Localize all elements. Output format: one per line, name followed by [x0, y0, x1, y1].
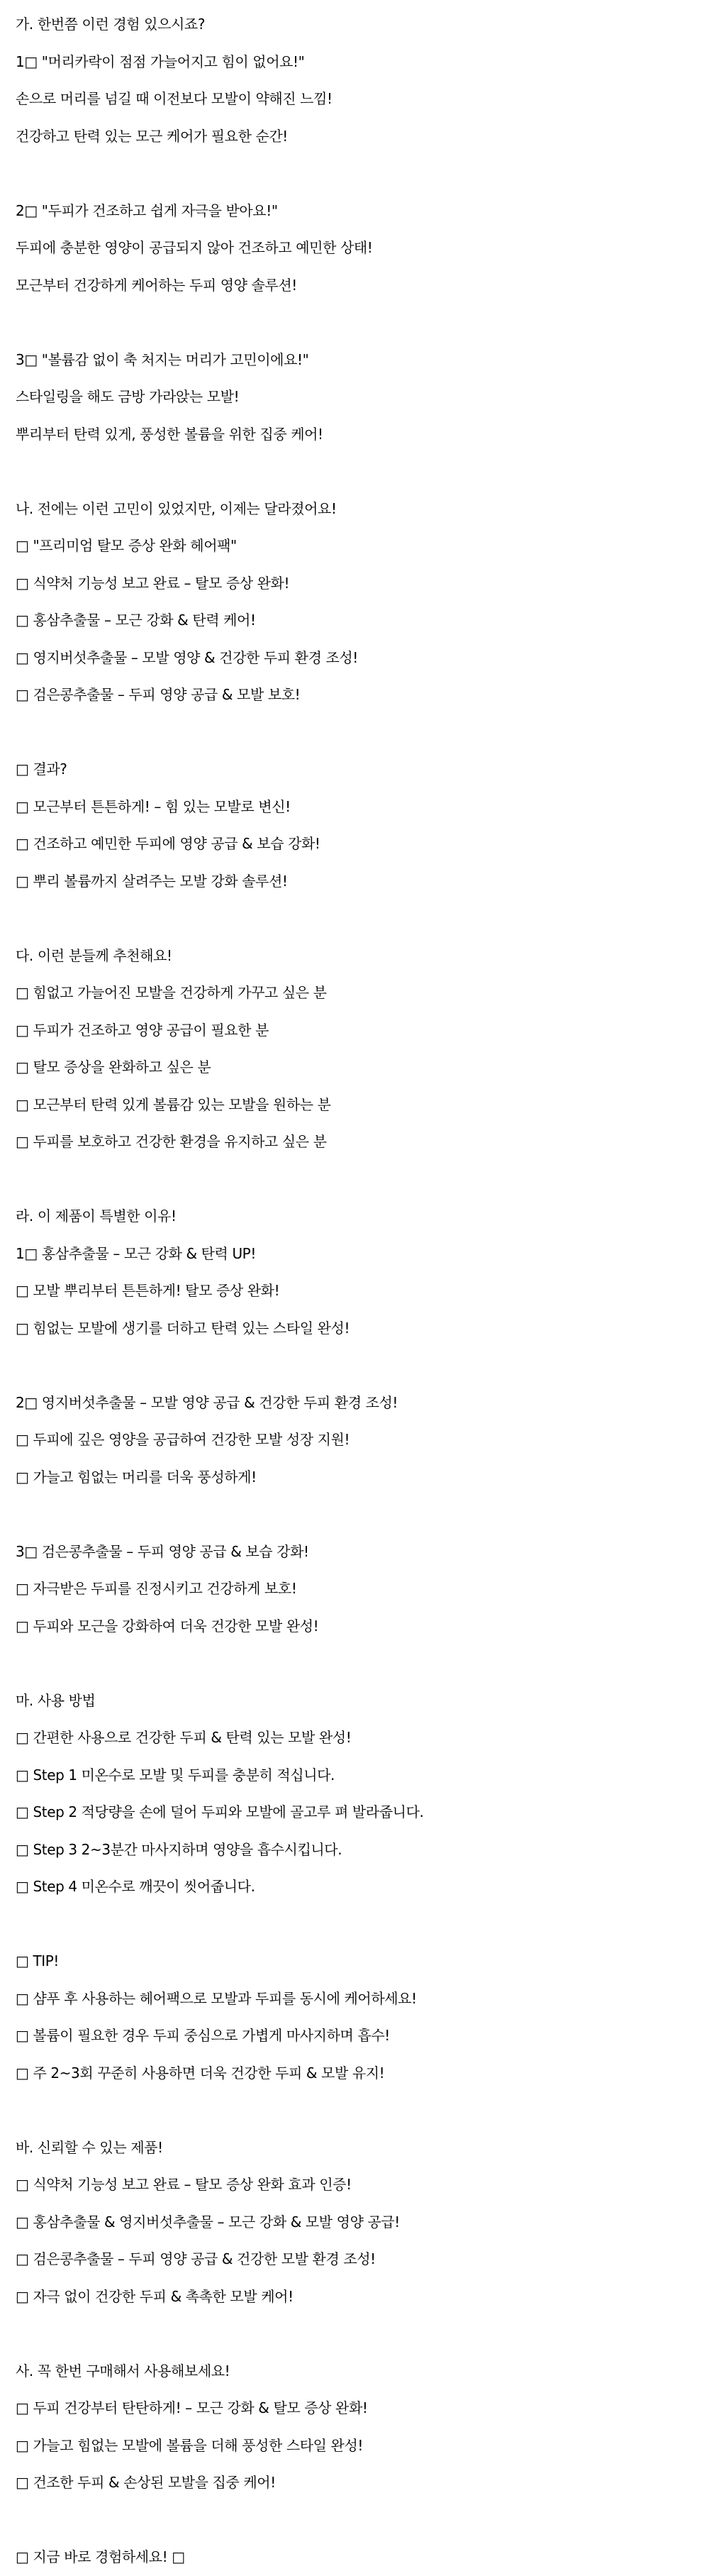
section-spacer	[16, 1496, 696, 1533]
section-heading-line: □ 결과?	[16, 761, 67, 778]
section-heading-line: 바. 신뢰할 수 있는 제품!	[16, 2138, 163, 2156]
section-spacer	[16, 1644, 696, 1682]
section-spacer	[16, 900, 696, 937]
description-text-block	[16, 6, 696, 2576]
text-line: □ 건조한 두피 & 손상된 모발을 집중 케어!	[16, 2474, 276, 2491]
section-heading-line: 나. 전에는 이런 고민이 있었지만, 이제는 달라졌어요!	[16, 499, 337, 517]
text-line: □ 식약처 기능성 보고 완료 – 탈모 증상 완화!	[16, 574, 290, 592]
text-line: 1□ "머리카락이 점점 가늘어지고 힘이 없어요!"	[16, 52, 305, 70]
text-line: □ 두피에 깊은 영양을 공급하여 건강한 모발 성장 지원!	[16, 1431, 350, 1448]
text-line: □ 뿌리 볼륨까지 살려주는 모발 강화 솔루션!	[16, 872, 288, 890]
text-line: □ 모근부터 탄력 있게 볼륨감 있는 모발을 원하는 분	[16, 1095, 331, 1113]
text-line: □ 볼륨이 필요한 경우 두피 중심으로 가볍게 마사지하며 흡수!	[16, 2027, 390, 2044]
text-line: □ 두피가 건조하고 영양 공급이 필요한 분	[16, 1021, 269, 1039]
section-spacer	[16, 304, 696, 341]
section-heading-line: 3□ "볼륨감 없이 축 처지는 머리가 고민이에요!"	[16, 350, 309, 368]
text-line: □ 자극 없이 건강한 두피 & 촉촉한 모발 케어!	[16, 2287, 294, 2305]
text-line: □ 식약처 기능성 보고 완료 – 탈모 증상 완화 효과 인증!	[16, 2176, 352, 2193]
text-line: □ 모발 뿌리부터 튼튼하게! 탈모 증상 완화!	[16, 1282, 280, 1299]
text-line: 모근부터 건강하게 케어하는 두피 영양 솔루션!	[16, 276, 297, 294]
section-heading-line: 사. 꼭 한번 구매해서 사용해보세요!	[16, 2362, 230, 2379]
section-spacer	[16, 1347, 696, 1384]
text-line: □ 두피를 보호하고 건강한 환경을 유지하고 싶은 분	[16, 1133, 327, 1150]
text-line: □ 검은콩추출물 – 두피 영양 공급 & 건강한 모발 환경 조성!	[16, 2250, 376, 2267]
text-line: 손으로 머리를 넘길 때 이전보다 모발이 약해진 느낌!	[16, 90, 333, 107]
text-line: 스타일링을 해도 금방 가라앉는 모발!	[16, 388, 240, 405]
section-spacer	[16, 155, 696, 192]
text-line: 두피에 충분한 영양이 공급되지 않아 건조하고 예민한 상태!	[16, 239, 373, 256]
section-spacer	[16, 2315, 696, 2353]
section-heading-line: 가. 한번쯤 이런 경험 있으시죠?	[16, 16, 206, 33]
text-line: 뿌리부터 탄력 있게, 풍성한 볼륨을 위한 집중 케어!	[16, 425, 323, 443]
section-heading-line: 2□ "두피가 건조하고 쉽게 자극을 받아요!"	[16, 201, 278, 219]
text-line: □ 건조하고 예민한 두피에 영양 공급 & 보습 강화!	[16, 835, 320, 852]
text-line: 1□ 홍삼추출물 – 모근 강화 & 탄력 UP!	[16, 1244, 256, 1262]
text-line: □ 힘없고 가늘어진 모발을 건강하게 가꾸고 싶은 분	[16, 984, 327, 1001]
text-line: □ 탈모 증상을 완화하고 싶은 분	[16, 1058, 211, 1076]
text-line: □ 두피와 모근을 강화하여 더욱 건강한 모발 완성!	[16, 1617, 319, 1635]
section-heading-line: □ 지금 바로 경험하세요! □	[16, 2548, 185, 2565]
section-spacer	[16, 453, 696, 490]
text-line: □ 검은콩추출물 – 두피 영양 공급 & 모발 보호!	[16, 686, 301, 703]
text-line: □ 간편한 사용으로 건강한 두피 & 탄력 있는 모발 완성!	[16, 1729, 352, 1746]
section-heading-line: □ TIP!	[16, 1952, 60, 1969]
section-heading-line: 다. 이런 분들께 추천해요!	[16, 946, 172, 964]
text-line: □ 자극받은 두피를 진정시키고 건강하게 보호!	[16, 1580, 297, 1597]
text-line: □ 모근부터 튼튼하게! – 힘 있는 모발로 변신!	[16, 797, 291, 815]
text-line: 건강하고 탄력 있는 모근 케어가 필요한 순간!	[16, 127, 288, 145]
text-line: □ 샴푸 후 사용하는 헤어팩으로 모발과 두피를 동시에 케어하세요!	[16, 1989, 417, 2007]
text-line: □ Step 3 2~3분간 마사지하며 영양을 흡수시킵니다.	[16, 1840, 342, 1858]
text-line: □ "프리미엄 탈모 증상 완화 헤어팩"	[16, 537, 237, 554]
text-line: □ 가늘고 힘없는 모발에 볼륨을 더해 풍성한 스타일 완성!	[16, 2436, 364, 2454]
text-line: □ 홍삼추출물 – 모근 강화 & 탄력 케어!	[16, 612, 256, 629]
text-line: □ Step 4 미온수로 깨끗이 씻어줍니다.	[16, 1878, 255, 1895]
section-heading-line: 마. 사용 방법	[16, 1691, 96, 1709]
text-line: □ 가늘고 힘없는 머리를 더욱 풍성하게!	[16, 1468, 257, 1486]
text-line: □ Step 2 적당량을 손에 덜어 두피와 모발에 골고루 펴 발라줍니다.	[16, 1803, 424, 1820]
text-line: □ 두피 건강부터 탄탄하게! – 모근 강화 & 탈모 증상 완화!	[16, 2399, 368, 2416]
text-line: □ 홍삼추출물 & 영지버섯추출물 – 모근 강화 & 모발 영양 공급!	[16, 2213, 400, 2230]
text-line: □ 주 2~3회 꾸준히 사용하면 더욱 건강한 두피 & 모발 유지!	[16, 2064, 385, 2082]
section-spacer	[16, 2502, 696, 2539]
text-line: □ 힘없는 모발에 생기를 더하고 탄력 있는 스타일 완성!	[16, 1319, 350, 1337]
section-spacer	[16, 1906, 696, 1943]
section-spacer	[16, 2091, 696, 2129]
section-spacer	[16, 1161, 696, 1198]
section-spacer	[16, 714, 696, 751]
section-heading-line: 라. 이 제품이 특별한 이유!	[16, 1207, 177, 1225]
text-line: □ Step 1 미온수로 모발 및 두피를 충분히 적십니다.	[16, 1766, 335, 1784]
section-heading-line: 3□ 검은콩추출물 – 두피 영양 공급 & 보습 강화!	[16, 1542, 309, 1560]
section-heading-line: 2□ 영지버섯추출물 – 모발 영양 공급 & 건강한 두피 환경 조성!	[16, 1393, 398, 1411]
text-line: □ 영지버섯추출물 – 모발 영양 & 건강한 두피 환경 조성!	[16, 648, 358, 666]
